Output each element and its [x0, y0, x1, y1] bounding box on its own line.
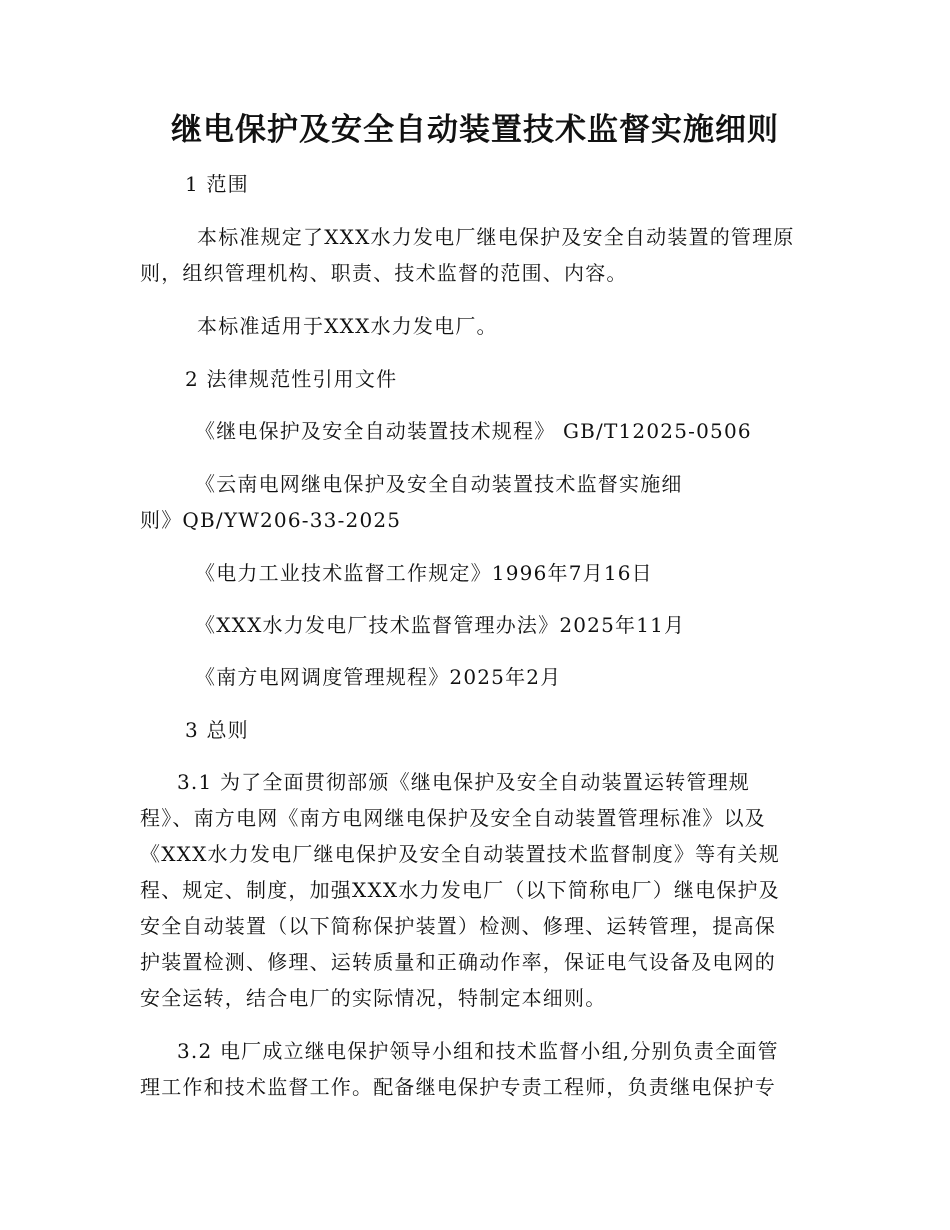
reference-item: 《电力工业技术监督工作规定》1996年7月16日: [195, 561, 653, 585]
section-heading-general: 3 总则: [185, 718, 249, 742]
reference-item: 《南方电网调度管理规程》2025年2月: [195, 665, 562, 689]
paragraph-line: 安全自动装置（以下简称保护装置）检测、修理、运转管理，提高保: [140, 914, 776, 938]
reference-item: 《XXX水力发电厂技术监督管理办法》2025年11月: [195, 613, 686, 637]
paragraph-line: 3.1 为了全面贯彻部颁《继电保护及安全自动装置运转管理规: [177, 770, 750, 794]
paragraph-line: 3.2 电厂成立继电保护领导小组和技术监督小组,分别负责全面管: [177, 1039, 779, 1063]
paragraph-line: 程、规定、制度，加强XXX水力发电厂（以下简称电厂）继电保护及: [140, 878, 780, 902]
paragraph-line: 程》、南方电网《南方电网继电保护及安全自动装置管理标准》以及: [140, 806, 766, 830]
reference-item: 《继电保护及安全自动装置技术规程》 GB/T12025-0506: [195, 419, 752, 443]
paragraph-line: 本标准适用于XXX水力发电厂。: [197, 314, 498, 338]
paragraph-line: 本标准规定了XXX水力发电厂继电保护及安全自动装置的管理原: [197, 225, 795, 249]
paragraph-line: 护装置检测、修理、运转质量和正确动作率，保证电气设备及电网的: [140, 950, 776, 974]
paragraph-line: 《XXX水力发电厂继电保护及安全自动装置技术监督制度》等有关规: [140, 842, 780, 866]
document-title: 继电保护及安全自动装置技术监督实施细则: [171, 112, 779, 148]
paragraph-line: 理工作和技术监督工作。配备继电保护专责工程师，负责继电保护专: [140, 1075, 776, 1099]
section-heading-references: 2 法律规范性引用文件: [185, 367, 398, 391]
paragraph-line: 则，组织管理机构、职责、技术监督的范围、内容。: [140, 261, 628, 285]
reference-item: 《云南电网继电保护及安全自动装置技术监督实施细: [195, 472, 683, 496]
section-heading-scope: 1 范围: [185, 172, 249, 196]
paragraph-line: 安全运转，结合电厂的实际情况，特制定本细则。: [140, 986, 607, 1010]
reference-item-continued: 则》QB/YW206-33-2025: [140, 508, 402, 532]
